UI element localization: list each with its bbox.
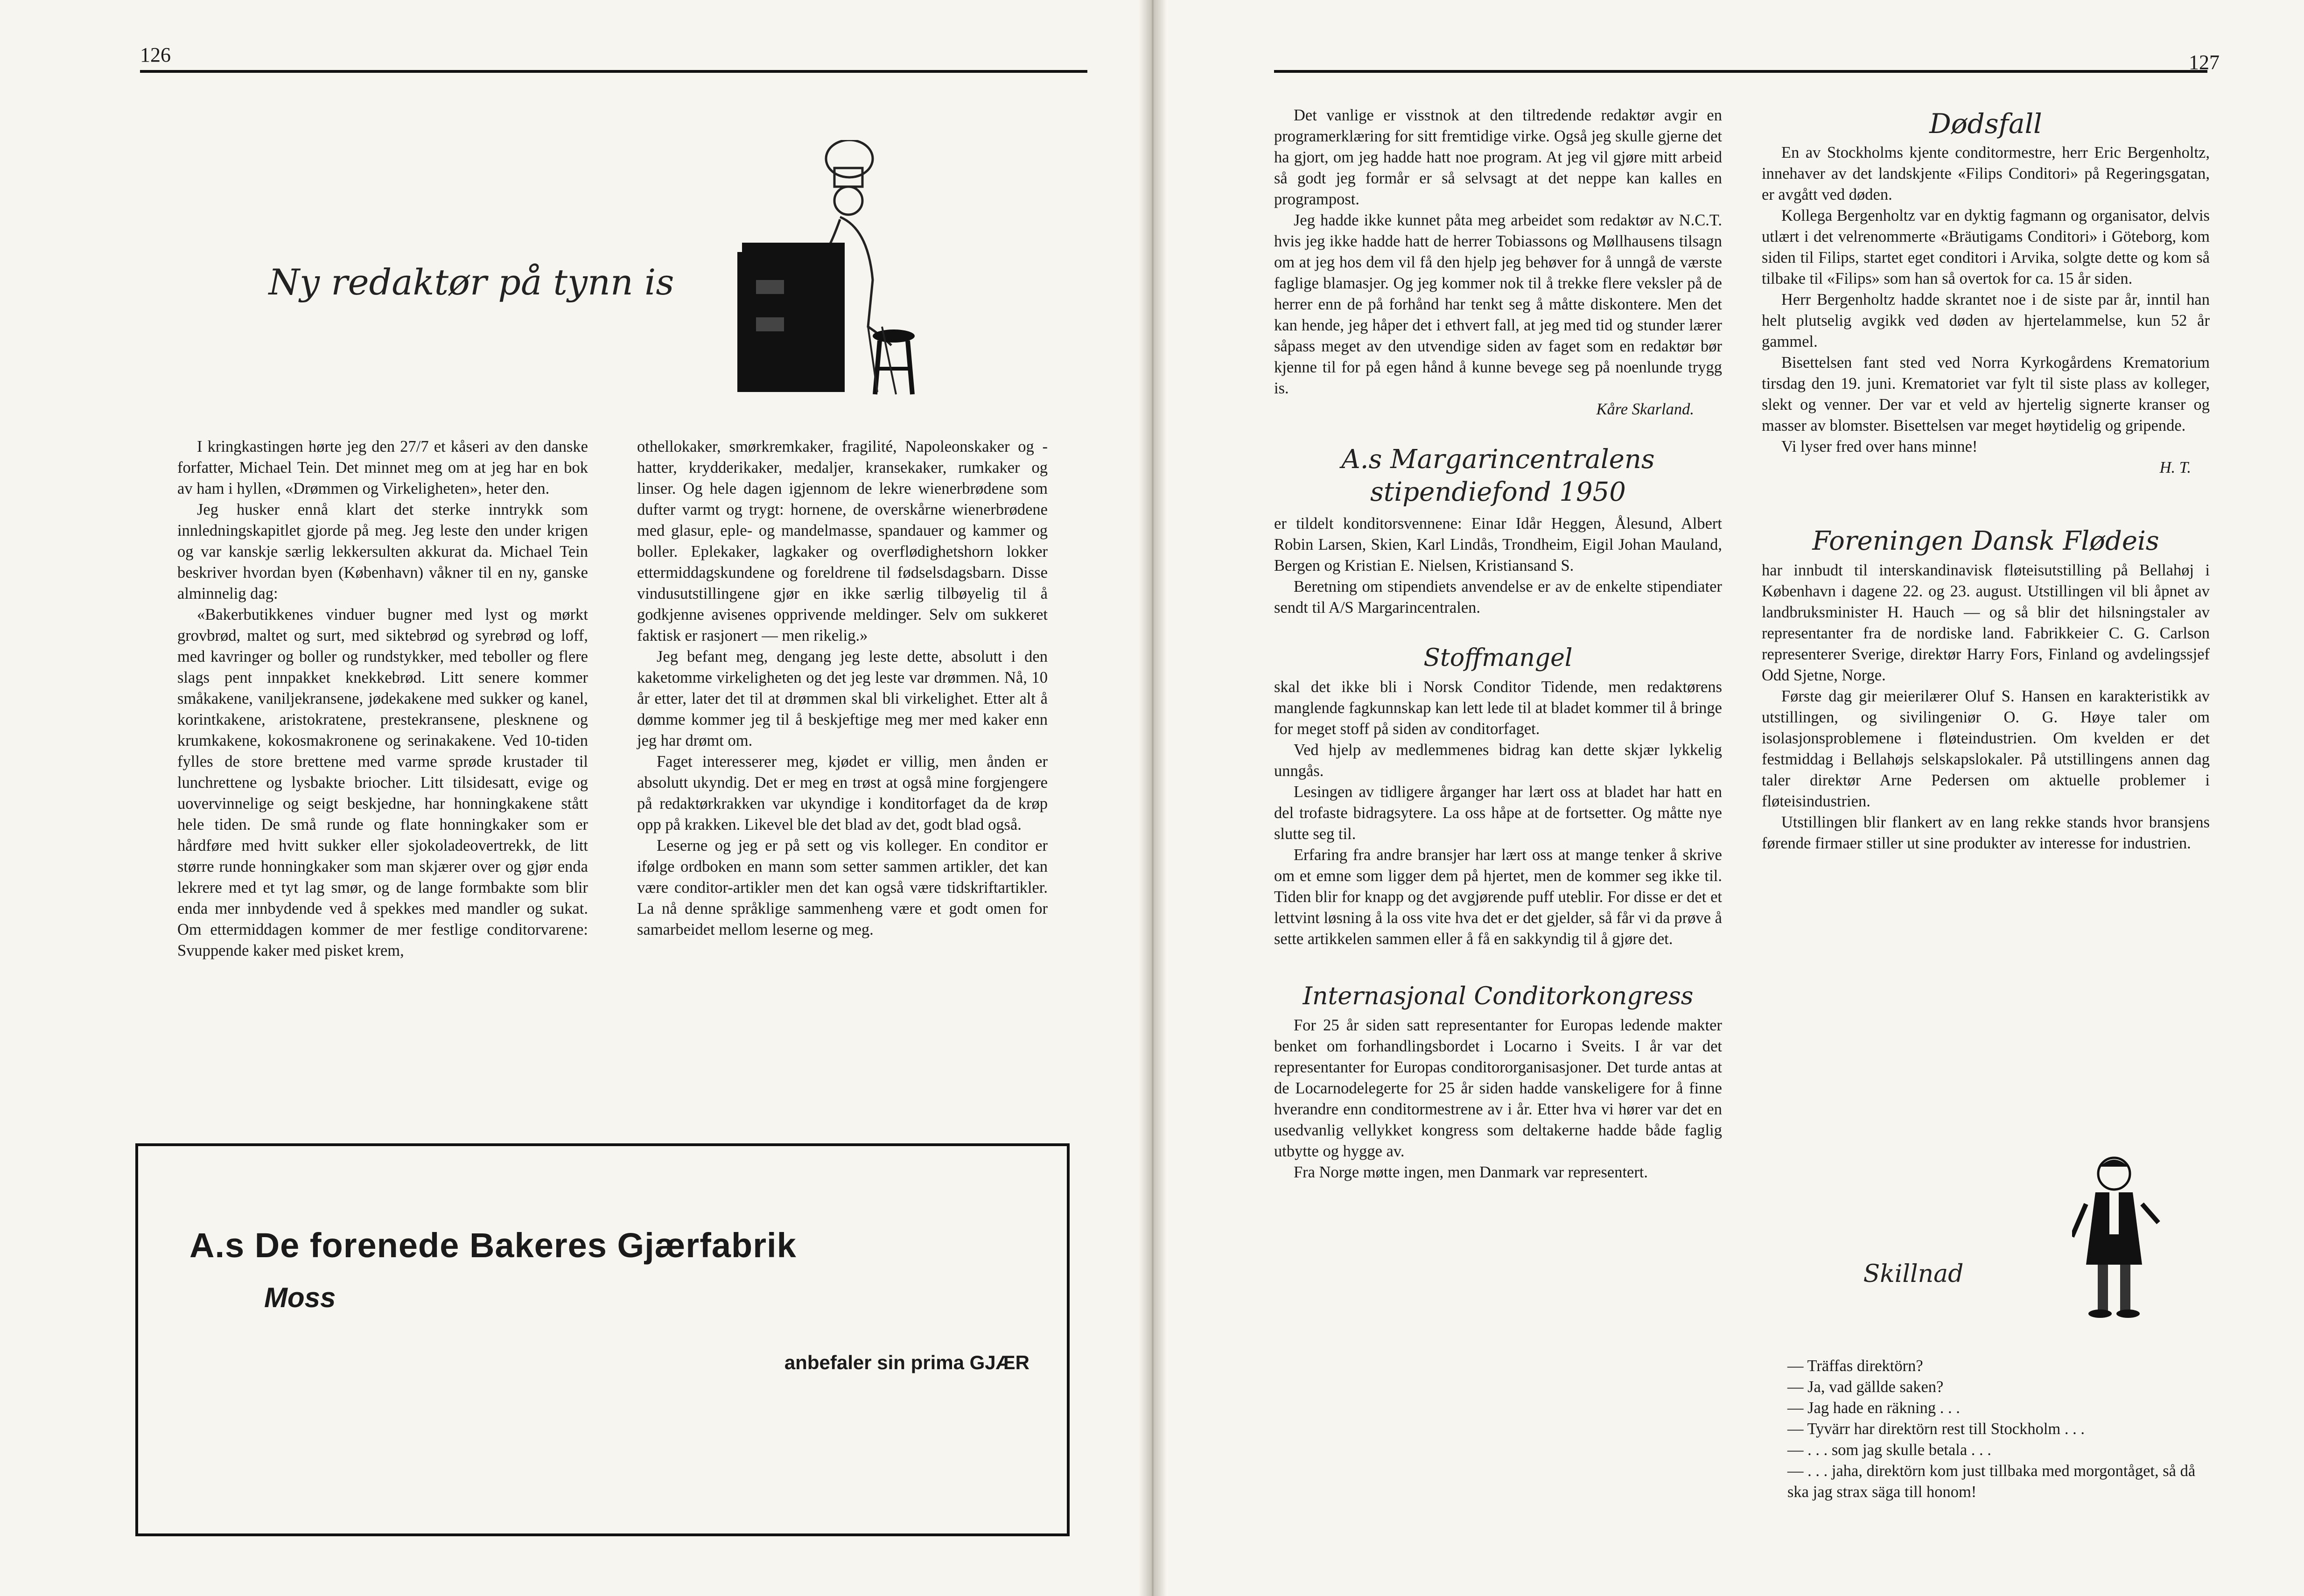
paragraph: Fra Norge møtte ingen, men Danmark var representert. <box>1294 1163 1648 1181</box>
article-heading: Ny redaktør på tynn is <box>268 261 674 303</box>
header-rule-left <box>140 70 1087 73</box>
paragraph: Jeg husker ennå klart det sterke inntrykk som innledningskapitlet gjorde på meg. Jeg leste den under krigen og var kanskje særlig lekkersulten akkurat da. Michael Tein beskriver hvordan byen (København) våkner til en ny, ganske alminnelig dag: <box>177 501 588 602</box>
paragraph: Erfaring fra andre bransjer har lært oss at mange tenker å skrive om et emne som ligger dem på hjertet, men de kommer seg ikke til. Tiden blir for knapp og det avgjørende puff uteblir. For disse er det et lettvint løsning å la oss vite hva det er det gjelder, så får vi da prøve å sette artikkelen sammen eller å få en sakkyndig til å gjøre det. <box>1274 846 1722 948</box>
paragraph: Jeg befant meg, dengang jeg leste dette, absolutt i den kaketomme virkeligheten og det jeg leste var drømmen. Nå, 10 år etter, later det til at drømmen skal bli virkelighet. Etter alt å dømme kommer jeg til å beskjeftige meg mer med kaker enn jeg har drømt om. <box>637 648 1048 749</box>
page-number-left: 126 <box>140 43 171 66</box>
book-gutter <box>1139 0 1167 1596</box>
skillnad-dialogue <box>1787 1356 2207 1503</box>
paragraph: har innbudt til interskandinavisk fløteisutstilling på Bellahøj i København i dagene 22. og 23. august. Utstillingen vil bli åpnet av landbruksminister H. Hauch — og så blir det hilsningstaler av representanter fra de nordiske land. Fabrikkeier C. G. Carlson representerer Sverige, direktør Harry Fors, Finland og avdelingssjef Odd Sjetne, Norge. <box>1762 561 2210 684</box>
skillnad-heading: Skillnad <box>1863 1260 1964 1288</box>
kongress-heading: Internasjonal Conditorkongress <box>1303 982 1694 1010</box>
dialogue-line: — . . . jaha, direktörn kom just tillbaka med morgontåget, så då ska jag strax säga till honom! <box>1787 1462 2196 1501</box>
dialogue-line: — Ja, vad gällde saken? <box>1787 1378 1944 1396</box>
paragraph: Utstillingen blir flankert av en lang rekke stands hvor bransjens førende firmaer stiller ut sine produkter av interesse for industrien. <box>1762 813 2210 852</box>
paragraph: skal det ikke bli i Norsk Conditor Tidende, men redaktørens manglende fagkunnskap kan lett lede til at bladet kommer til å bringe for meget stoff på siden av conditorfaget. <box>1274 678 1722 738</box>
paragraph: Faget interesserer meg, kjødet er villig, men ånden er absolutt ukyndig. Det er meg en trøst at også mine forgjengere på redaktørkrakken var ukyndige i konditorfaget da de krøp opp på krakken. Likevel ble det blad av det, godt blad også. <box>637 753 1048 833</box>
paragraph: Lesingen av tidligere årganger har lært oss at bladet har hatt en del trofaste bidragsytere. La oss håpe at de fortsetter. Og måtte nye slutte seg til. <box>1274 783 1722 843</box>
paragraph: Ved hjelp av medlemmenes bidrag kan dette skjær lykkelig unngås. <box>1274 741 1722 780</box>
paragraph: er tildelt konditorsvennene: Einar Idår Heggen, Ålesund, Albert Robin Larsen, Skien, Karl Lindås, Trondheim, Eigil Johan Mauland, Bergen og Kristian E. Nielsen, Kristiansand S. <box>1274 515 1722 574</box>
floedeis-heading: Foreningen Dansk Flødeis <box>1812 526 2159 556</box>
gentleman-illustration <box>2072 1153 2161 1321</box>
chef-illustration <box>728 140 924 401</box>
stipend-heading-line1: A.s Margarincentralens <box>1341 444 1655 475</box>
signature: Kåre Skarland. <box>1596 400 1694 418</box>
left-column-1 <box>177 436 588 961</box>
paragraph: Det vanlige er visstnok at den tiltredende redaktør avgir en programerklæring for sitt fremtidige virke. Også jeg skulle gjerne det ha gjort, om jeg hadde hatt noe program. At jeg vil gjøre mitt arbeid så godt jeg formår er så selvsagt at det neppe kan kalles en programpost. <box>1274 106 1722 208</box>
ad-title: A.s De forenede Bakeres Gjærfabrik <box>189 1226 797 1265</box>
paragraph: Første dag gir meierilærer Oluf S. Hansen en karakteristikk av utstillingen, og sivilingeniør O. G. Høye taler om isolasjonsproblemene i fløteindustrien. Om kvelden er det festmiddag i Bellahøjs selskapslokaler. På utstillingens annen dag taler direktør Arne Pedersen om aktuelle problemer i fløteisindustrien. <box>1762 687 2210 810</box>
paragraph: For 25 år siden satt representanter for Europas ledende makter benket om forhandlingsbordet i Locarno i Sveits. I år var det representanter for Europas conditororganisasjoner. Det turde antas at de Locarnodelegerte for 25 år siden hadde vanskeligere for å finne hverandre enn conditormestrene av i år. Etter hva vi hører var det en usedvanlig vellykket kongress som deltakerne hadde både faglig utbytte og hygge av. <box>1274 1016 1722 1160</box>
dodsfall-heading: Dødsfall <box>1929 108 2042 140</box>
ad-city: Moss <box>264 1282 336 1313</box>
paragraph: Beretning om stipendiets anvendelse er av de enkelte stipendiater sendt til A/S Margarincentralen. <box>1274 578 1722 616</box>
paragraph: Jeg hadde ikke kunnet påta meg arbeidet som redaktør av N.C.T. hvis jeg ikke hadde hatt de herrer Tobiassons og Møllhausens tilsagn om at jeg hos dem vil få den hjelp jeg behøver for å unngå de værste faglige blamasjer. Og jeg kommer nok til å trekke flere veksler på de herrer enn de på forhånd har tenkt seg å måtte diskontere. Men det kan hende, jeg håper det i ethvert fall, at jeg med tid og stunder lærer såpass meget av den utvendige siden av faget som en redaktør bør kjenne til for på egen hånd å kunne bevege seg på noenlunde trygg is. <box>1274 211 1722 397</box>
right-page <box>1167 0 2304 1596</box>
left-column-2 <box>637 436 1048 940</box>
paragraph: I kringkastingen hørte jeg den 27/7 et kåseri av den danske forfatter, Michael Tein. Det minnet meg om at jeg har en bok av ham i hyllen, «Drømmen og Virkeligheten», heter den. <box>177 438 588 497</box>
paragraph: Kollega Bergenholtz var en dyktig fagmann og organisator, delvis utlært i det velrenommerte «Bräutigams Conditori» i Göteborg, kom siden til Filips, startet eget conditori i Arvika, solgte dette og kom så tilbake til «Filips» som han så overtok for ca. 15 år siden. <box>1762 207 2210 287</box>
paragraph: Leserne og jeg er på sett og vis kolleger. En conditor er ifølge ordboken en mann som setter sammen artikler, det kan være conditor-artikler men det kan også være tidskriftartikler. La nå denne språklige sammenheng være et godt omen for samarbeidet mellom leserne og meg. <box>637 837 1048 938</box>
paragraph: Vi lyser fred over hans minne! <box>1781 438 1978 455</box>
dialogue-line: — Tyvärr har direktörn rest till Stockholm . . . <box>1787 1420 2085 1438</box>
stipend-heading-line2: stipendiefond 1950 <box>1370 477 1626 507</box>
dialogue-line: — Träffas direktörn? <box>1787 1357 1923 1375</box>
advertisement-box <box>135 1143 1070 1536</box>
paragraph: Bisettelsen fant sted ved Norra Kyrkogårdens Krematorium tirsdag den 19. juni. Krematoriet var fylt til siste plass av kolleger, slekt og venner. Der var et veld av hjertelig signerte kranser og masser av blomster. Bisettelsen var meget høytidelig og gripende. <box>1762 354 2210 434</box>
paragraph: En av Stockholms kjente conditormestre, herr Eric Bergenholtz, innehaver av det landskjente «Filips Conditori» på Regeringsgatan, er avgått ved døden. <box>1762 144 2210 203</box>
right-column-1 <box>1274 105 1722 1183</box>
dialogue-line: — Jag hade en räkning . . . <box>1787 1399 1960 1417</box>
page-number-right: 127 <box>2189 51 2220 74</box>
paragraph: «Bakerbutikkenes vinduer bugner med lyst og mørkt grovbrød, maltet og surt, med siktebrød og syrebrød og loff, med kavringer og boller og rundstykker, med teboller og flere slags pent innpakket knekkebrød. Litt senere kommer småkakene, vaniljekransene, jødekakene med sukker og kanel, korintkakene, aristokratene, prestekransene, plesknene og krumkakene, kokosmakronene og serinakakene. Ved 10-tiden fylles de store brettene med varme sprøde krustader til lunchrettene og lysbakte briocher. Litt tilsidesatt, evige og uovervinnelige og seigt beskjedne, har honningkakene stått hele tiden. De små runde og flate honningkaker som er hårdføre med hvitt sukker eller sjokoladeovertrekk, de litt større runde honningkaker som man skjærer over og gjør enda lekrere med et tyt lag smør, og de lange formbakte som blir enda mer innbydende ved å spekkes med mandler og sukat. Om ettermiddagen kommer de mer festlige conditorvarene: Svuppende kaker med pisket krem, <box>177 606 588 959</box>
stoffmangel-heading: Stoffmangel <box>1423 644 1573 672</box>
paragraph: othellokaker, smørkremkaker, fragilité, Napoleonskaker og -hatter, krydderikaker, medaljer, kransekaker, rumkaker og linser. Og hele dagen igjennom de lekre wienerbrødene som dufter varmt og trygt: hornene, de overskårne wienerbrødene med glasur, eple- og mandelmasse, spandauer og kammer og boller. Eplekaker, lagkaker og overflødighetshorn lokker ettermiddagskundene og foreldrene til fødselsdagsbarn. Disse vindusutstillingene gjør en ikke særlig tilbøyelig til å godkjenne avisenes opprivende meldinger. Selv om sukkeret faktisk er rasjonert — men rikelig.» <box>637 438 1048 644</box>
right-column-2 <box>1762 105 2210 854</box>
signature: H. T. <box>2159 459 2191 476</box>
header-rule-right <box>1274 70 2207 73</box>
paragraph: Herr Bergenholtz hadde skrantet noe i de siste par år, inntil han helt plutselig avgikk ved døden av hjertelammelse, kun 52 år gammel. <box>1762 291 2210 350</box>
ad-tagline: anbefaler sin prima GJÆR <box>784 1351 1029 1373</box>
dialogue-line: — . . . som jag skulle betala . . . <box>1787 1441 1991 1459</box>
